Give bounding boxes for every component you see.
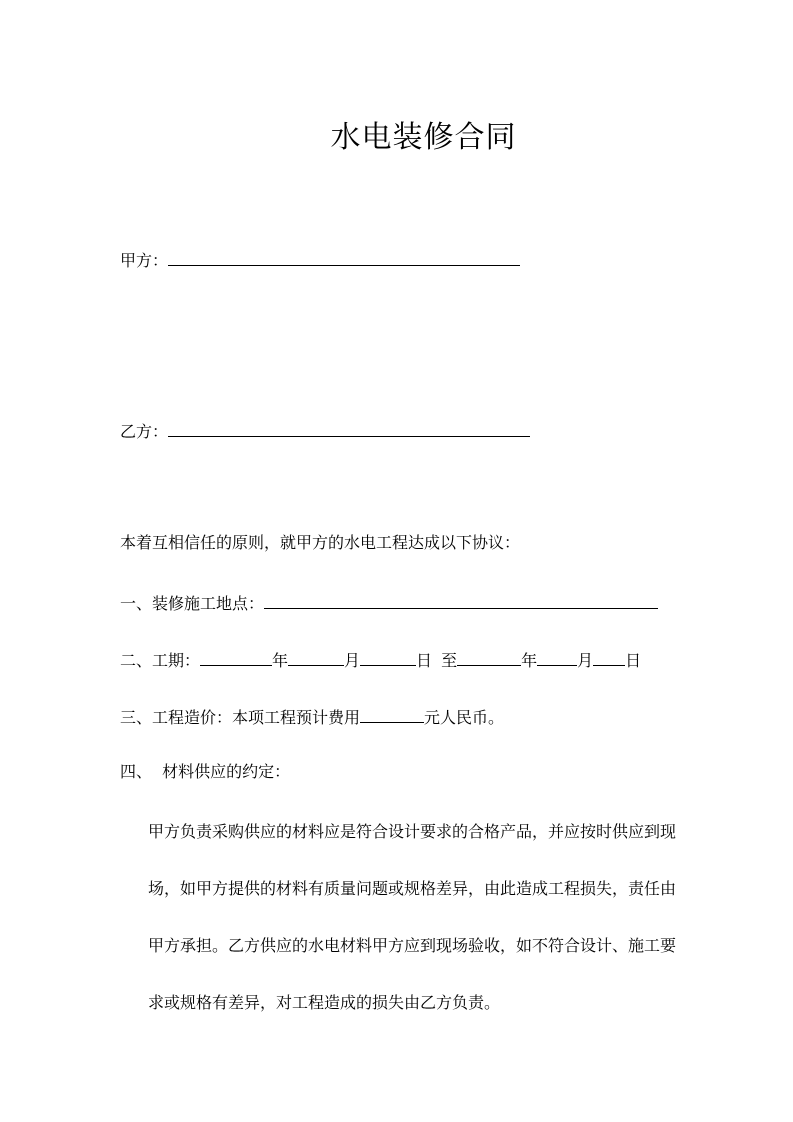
item4-line-4: 求或规格有差异，对工程造成的损失由乙方负责。 — [148, 993, 501, 1012]
document-title: 水电装修合同 — [330, 120, 517, 155]
item2-row — [120, 648, 641, 671]
party-a-blank[interactable] — [168, 248, 520, 266]
end-day-unit: 日 — [625, 651, 642, 670]
item4-line-2: 场，如甲方提供的材料有质量问题或规格差异，由此造成工程损失，责任由 — [148, 879, 677, 898]
end-month-unit: 月 — [577, 651, 594, 670]
start-month-blank[interactable] — [288, 648, 344, 666]
cost-blank[interactable] — [360, 705, 424, 723]
start-year-unit: 年 — [272, 651, 289, 670]
start-month-unit: 月 — [344, 651, 361, 670]
item1-row — [120, 591, 658, 614]
party-b-blank[interactable] — [168, 419, 530, 437]
item4-label — [120, 762, 290, 782]
item4-label-text: 四、 材料供应的约定： — [120, 762, 291, 781]
start-year-blank[interactable] — [200, 648, 272, 666]
end-year-unit: 年 — [521, 651, 538, 670]
party-b-row — [120, 419, 530, 442]
item2-label: 二、工期： — [120, 651, 201, 670]
item1-label: 一、装修施工地点： — [120, 594, 265, 613]
start-day-unit: 日 — [416, 651, 433, 670]
item4-line-1: 甲方负责采购供应的材料应是符合设计要求的合格产品，并应按时供应到现 — [148, 822, 677, 841]
intro-text: 本着互相信任的原则，就甲方的水电工程达成以下协议： — [120, 533, 521, 552]
item3-row — [120, 705, 504, 728]
item3-label: 三、工程造价：本项工程预计费用 — [120, 708, 361, 727]
to-word: 至 — [441, 651, 458, 670]
party-b-label: 乙方： — [120, 422, 169, 441]
end-day-blank[interactable] — [593, 648, 625, 666]
party-a-label: 甲方： — [120, 251, 169, 270]
location-blank[interactable] — [264, 591, 658, 609]
item4-line-3: 甲方承担。乙方供应的水电材料甲方应到现场验收，如不符合设计、施工要 — [148, 936, 677, 955]
item3-suffix: 元人民币。 — [424, 708, 505, 727]
end-month-blank[interactable] — [537, 648, 577, 666]
end-year-blank[interactable] — [457, 648, 521, 666]
start-day-blank[interactable] — [360, 648, 416, 666]
party-a-row — [120, 248, 520, 271]
